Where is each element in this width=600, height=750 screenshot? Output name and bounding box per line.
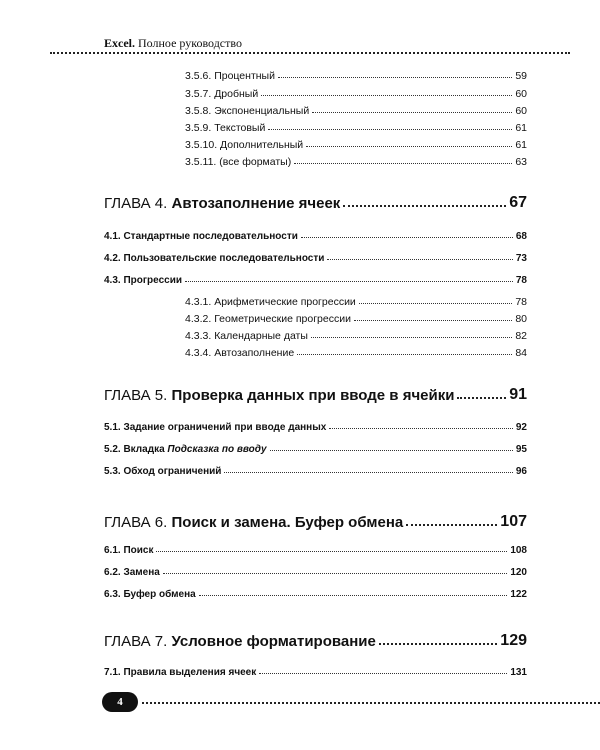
dot-leader [199, 595, 508, 596]
chapter-entry [104, 386, 527, 404]
section-entry [104, 275, 527, 286]
section-entry [104, 422, 527, 433]
dot-leader [156, 551, 507, 552]
entry-label: 3.5.9. Текстовый [185, 122, 266, 134]
chapter-number: ГЛАВА 4. [104, 195, 168, 212]
entry-label: 3.5.8. Экспоненциальный [185, 105, 310, 117]
dot-leader [311, 337, 512, 338]
page-ref: 96 [515, 466, 527, 477]
page-ref: 59 [515, 70, 527, 82]
section-entry [104, 667, 527, 678]
entry-label: 4.3.1. Арифметические прогрессии [185, 296, 356, 308]
dot-leader [306, 146, 512, 147]
dot-leader [297, 354, 512, 355]
entry-label: 3.5.7. Дробный [185, 88, 259, 100]
entry-label: 6.3. Буфер обмена [104, 589, 196, 600]
page-ref: 122 [510, 589, 527, 600]
section-entry [104, 567, 527, 578]
page-footer [102, 692, 600, 712]
section-entry [104, 444, 527, 455]
dot-leader [406, 524, 497, 526]
section-entry [104, 466, 527, 477]
dot-leader [163, 573, 507, 574]
section-entry [104, 253, 527, 264]
dot-leader [224, 472, 512, 473]
entry-label: 4.3.3. Календарные даты [185, 330, 308, 342]
subsection-entry [185, 156, 527, 168]
subsection-entry [185, 88, 527, 100]
chapter-heading [104, 514, 403, 531]
entry-label: 4.3.2. Геометрические прогрессии [185, 313, 351, 325]
dot-leader [301, 237, 513, 238]
footer-divider [142, 702, 600, 704]
page-ref: 78 [515, 275, 527, 286]
subsection-entry [185, 105, 527, 117]
page-ref: 61 [515, 122, 527, 134]
book-title: Excel. [104, 36, 135, 50]
subsection-entry [185, 122, 527, 134]
subsection-entry [185, 330, 527, 342]
page-number-badge: 4 [102, 692, 138, 712]
dot-leader [329, 428, 513, 429]
dot-leader [354, 320, 512, 321]
subsection-entry [185, 313, 527, 325]
chapter-entry [104, 632, 527, 650]
section-entry [104, 545, 527, 556]
entry-label: 4.1. Стандартные последовательности [104, 231, 298, 242]
page-ref: 108 [510, 545, 527, 556]
chapter-number: ГЛАВА 5. [104, 387, 168, 404]
page-ref: 82 [515, 330, 527, 342]
chapter-number: ГЛАВА 7. [104, 633, 168, 650]
running-header [104, 36, 242, 51]
chapter-heading [104, 633, 376, 650]
dot-leader [327, 259, 512, 260]
page-ref: 131 [510, 667, 527, 678]
dot-leader [379, 643, 497, 645]
dot-leader [343, 205, 506, 207]
entry-label: 7.1. Правила выделения ячеек [104, 667, 257, 678]
page-ref: 120 [510, 567, 527, 578]
entry-label: 3.5.10. Дополнительный [185, 139, 304, 151]
dot-leader [294, 163, 512, 164]
entry-label: 6.1. Поиск [104, 545, 154, 556]
entry-label: 6.2. Замена [104, 567, 160, 578]
chapter-title: Поиск и замена. Буфер обмена [171, 514, 404, 531]
page-ref: 129 [500, 632, 527, 649]
entry-label: 3.5.11. (все форматы) [185, 156, 292, 168]
page-ref: 68 [515, 231, 527, 242]
page-ref: 91 [509, 386, 527, 403]
dot-leader [268, 129, 512, 130]
dot-leader [259, 673, 507, 674]
chapter-heading [104, 387, 454, 404]
header-divider [50, 52, 570, 54]
dot-leader [261, 95, 512, 96]
dot-leader [278, 77, 512, 78]
page-ref: 78 [515, 296, 527, 308]
page-ref: 80 [515, 313, 527, 325]
entry-label: 4.2. Пользовательские последовательности [104, 253, 325, 264]
page-ref: 63 [515, 156, 527, 168]
dot-leader [359, 303, 513, 304]
chapter-title: Условное форматирование [171, 633, 376, 650]
page-ref: 73 [515, 253, 527, 264]
dot-leader [270, 450, 513, 451]
subsection-entry [185, 70, 527, 82]
entry-label: 4.3. Прогрессии [104, 275, 182, 286]
section-entry [104, 231, 527, 242]
chapter-entry [104, 513, 527, 531]
chapter-title: Проверка данных при вводе в ячейки [171, 387, 455, 404]
chapter-heading [104, 195, 340, 212]
page-ref: 95 [515, 444, 527, 455]
dot-leader [312, 112, 512, 113]
page-ref: 92 [515, 422, 527, 433]
entry-label: 4.3.4. Автозаполнение [185, 347, 295, 359]
page-ref: 67 [509, 194, 527, 211]
page-ref: 60 [515, 88, 527, 100]
book-subtitle: Полное руководство [138, 36, 242, 50]
chapter-number: ГЛАВА 6. [104, 514, 168, 531]
page-ref: 60 [515, 105, 527, 117]
dot-leader [457, 397, 506, 399]
entry-label: 5.1. Задание ограничений при вводе данных [104, 422, 327, 433]
page-ref: 61 [515, 139, 527, 151]
chapter-entry [104, 194, 527, 212]
entry-label: 5.2. Вкладка Подсказка по вводу [104, 444, 267, 455]
entry-label: 3.5.6. Процентный [185, 70, 275, 82]
subsection-entry [185, 139, 527, 151]
dot-leader [185, 281, 513, 282]
italic-tab-name: Подсказка по вводу [167, 444, 267, 455]
page-ref: 84 [515, 347, 527, 359]
page-ref: 107 [500, 513, 527, 530]
section-entry [104, 589, 527, 600]
subsection-entry [185, 347, 527, 359]
chapter-title: Автозаполнение ячеек [171, 195, 341, 212]
subsection-entry [185, 296, 527, 308]
entry-label: 5.3. Обход ограничений [104, 466, 222, 477]
